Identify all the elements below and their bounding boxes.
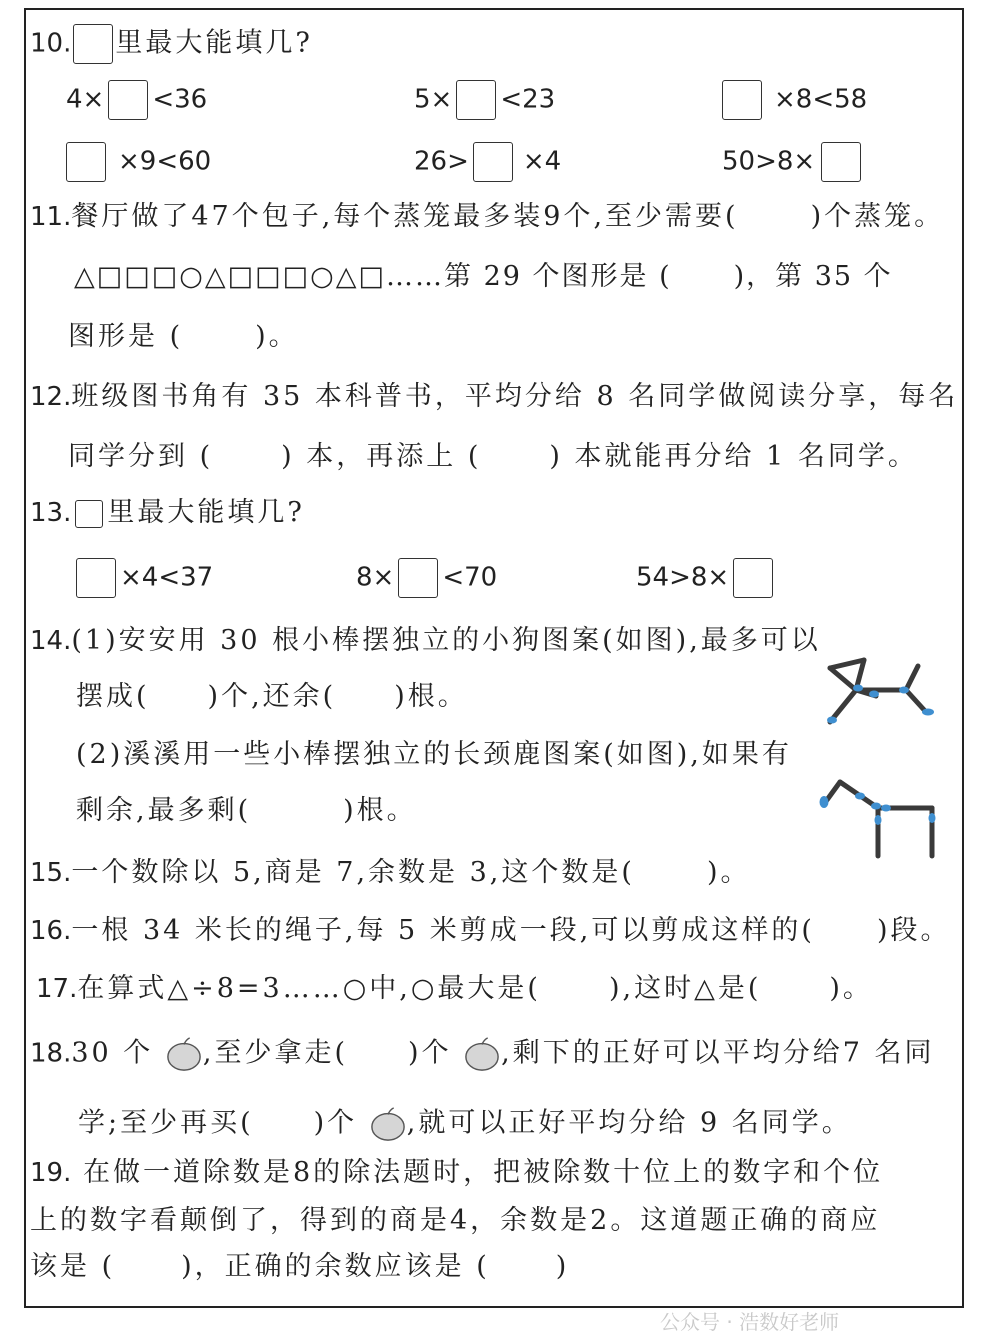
q11-line2: △□□□○△□□□○△□……第 29 个图形是 ( )，第 35 个 — [74, 261, 893, 292]
answer-box[interactable] — [473, 142, 513, 182]
q16-line: 16.一根 34 米长的绳子,每 5 米剪成一段,可以剪成这样的( )段。 — [30, 915, 951, 946]
q14-line1: 14.(1)安安用 30 根小棒摆独立的小狗图案(如图),最多可以 — [30, 625, 821, 656]
q10-title: 10. 里最大能填几? — [30, 24, 313, 64]
q10-item-2: 5× <23 — [414, 80, 555, 120]
q14-line2: 摆成( )个,还余( )根。 — [76, 681, 468, 712]
answer-box[interactable] — [75, 500, 103, 528]
answer-box[interactable] — [73, 24, 113, 64]
apple-icon — [463, 1036, 501, 1072]
answer-box[interactable] — [733, 558, 773, 598]
answer-box[interactable] — [108, 80, 148, 120]
answer-box[interactable] — [398, 558, 438, 598]
q14-line4: 剩余,最多剩( )根。 — [76, 795, 417, 826]
q19-line2: 上的数字看颠倒了，得到的商是4，余数是2。这道题正确的商应 — [30, 1205, 881, 1236]
q19-line1: 19. 在做一道除数是8的除法题时，把被除数十位上的数字和个位 — [30, 1157, 884, 1188]
q13-item-2: 8× <70 — [356, 558, 497, 598]
q13-item-3: 54>8× — [636, 558, 773, 598]
q10-item-3: ×8<58 — [722, 80, 867, 120]
dog-sticks — [830, 660, 926, 722]
q10-item-6: 50>8× — [722, 142, 861, 182]
q10-item-5: 26> ×4 — [414, 142, 561, 182]
apple-icon — [165, 1036, 203, 1072]
q12-line2: 同学分到 ( ) 本，再添上 ( ) 本就能再分给 1 名同学。 — [68, 441, 918, 472]
q13-item-1: ×4<37 — [76, 558, 213, 598]
watermark: 公众号 · 浩数好老师 — [660, 1310, 840, 1334]
answer-box[interactable] — [456, 80, 496, 120]
apple-icon — [369, 1106, 407, 1142]
q13-title: 13. 里最大能填几? — [30, 497, 305, 528]
q10-item-4: ×9<60 — [66, 142, 211, 182]
q17-line: 17.在算式△÷8=3……○中,○最大是( ),这时△是( )。 — [36, 973, 873, 1004]
q14-line3: (2)溪溪用一些小棒摆独立的长颈鹿图案(如图),如果有 — [76, 739, 792, 770]
q12-line1: 12.班级图书角有 35 本科普书，平均分给 8 名同学做阅读分享，每名 — [30, 381, 959, 412]
giraffe-stick-figure — [812, 770, 952, 862]
answer-box[interactable] — [76, 558, 116, 598]
q15-line: 15.一个数除以 5,商是 7,余数是 3,这个数是( )。 — [30, 857, 751, 888]
q19-line3: 该是 ( )，正确的余数应该是 ( ) — [30, 1251, 570, 1282]
q11-line3: 图形是 ( )。 — [68, 321, 299, 352]
q11-line1: 11.餐厅做了47个包子,每个蒸笼最多装9个,至少需要( )个蒸笼。 — [30, 201, 945, 232]
q18-line1: 18.30 个 ,至少拿走( )个 ,剩下的正好可以平均分给7 名同 — [30, 1036, 935, 1072]
answer-box[interactable] — [821, 142, 861, 182]
q10-item-1: 4× <36 — [66, 80, 207, 120]
answer-box[interactable] — [722, 80, 762, 120]
dog-stick-figure — [818, 652, 948, 732]
q18-line2: 学;至少再买( )个 ,就可以正好平均分给 9 名同学。 — [78, 1106, 852, 1142]
answer-box[interactable] — [66, 142, 106, 182]
shape-sequence: △□□□○△□□□○△□…… — [74, 261, 444, 292]
